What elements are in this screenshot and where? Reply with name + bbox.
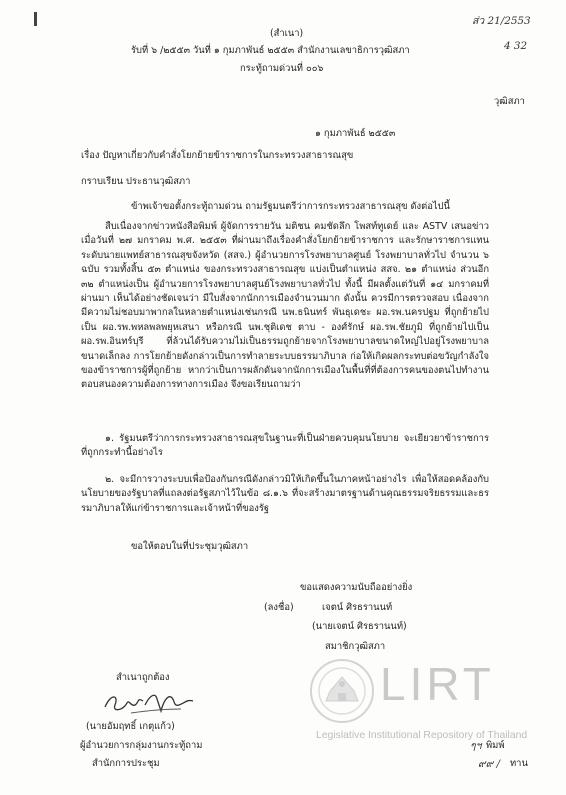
received-stamp-line: รับที่ ๖ /๒๕๕๓ วันที่ ๑ กุมภาพันธ์ ๒๕๕๓ สำนักงานเลขาธิการวุฒิสภา	[131, 45, 410, 56]
typist-initials-handwritten: ๆฯ	[470, 740, 482, 752]
senate-label: วุฒิสภา	[494, 96, 525, 107]
signed-label: (ลงชื่อ)	[264, 602, 294, 613]
parliament-seal-watermark-icon	[308, 657, 376, 725]
question-1	[81, 432, 489, 461]
checker-label: ทาน	[510, 758, 528, 769]
copy-label: (สำเนา)	[270, 28, 304, 39]
subject-line: เรื่อง ปัญหาเกี่ยวกับคำสั่งโยกย้ายข้าราชการในกระทรวงสาธารณสุข	[81, 150, 354, 161]
document-date: ๑ กุมภาพันธ์ ๒๕๕๓	[315, 128, 396, 139]
signed-name: เจตน์ ศิรธรานนท์	[322, 602, 393, 613]
question-number: กระทู้ถามด่วนที่ ๐๐๖	[240, 63, 324, 74]
lirt-watermark-subtitle: Legislative Institutional Repository of Thailand	[316, 730, 528, 741]
question-2-text: ๒. จะมีการวางระบบเพื่อป้องกันกรณีดังกล่าวมิให้เกิดขึ้นในภาคหน้าอย่างไร เพื่อให้สอดคล้องกับนโยบายของรัฐบาลที่แถลงต่อรัฐสภาไว้ในข้อ ๘.๑.๖ ที่จะสร้างมาตรฐานด้านคุณธรรมจริยธรรมและธรรมาภิบาลให้แก่ข้าราชการและเจ้าหน้าที่ของรัฐ	[81, 474, 489, 514]
certified-copy-label: สำเนาถูกต้อง	[116, 672, 170, 683]
salutation: กราบเรียน ประธานวุฒิสภา	[81, 176, 191, 187]
question-1-text: ๑. รัฐมนตรีว่าการกระทรวงสาธารณสุขในฐานะที่เป็นฝ่ายควบคุมนโยบาย จะเยียวยาข้าราชการที่ถูกกระทำนี้อย่างไร	[81, 433, 489, 459]
checker-initials-handwritten: ๙๙ /	[478, 758, 501, 770]
body-paragraph-text: สืบเนื่องจากข่าวหนังสือพิมพ์ ผู้จัดการรายวัน มติชน คมชัดลึก โพสท์ทูเดย์ และ ASTV เสนอข่าวเมื่อวันที่ ๒๗ มกราคม พ.ศ. ๒๕๕๓ ที่ผ่านมาถึงเรื่องคำสั่งโยกย้ายข้าราชการ และรักษาราชการแทนระดับนายแพทย์สาธารณสุขจังหวัด (สสจ.) ผู้อำนวยการโรงพยาบาลศูนย์ โรงพยาบาลทั่วไป จำนวน ๖ ฉบับ รวมทั้งสิ้น ๕๓ ตำแหน่ง ของกระทรวงสาธารณสุข แบ่งเป็นตำแหน่ง สสจ. ๒๑ ตำแหน่ง ส่วนอีก ๓๒ ตำแหน่งเป็น ผู้อำนวยการโรงพยาบาลศูนย์โรงพยาบาลทั่วไป ทั้งนี้ มีผลตั้งแต่วันที่ ๑๔ มกราคมที่ผ่านมา เห็นได้อย่างชัดเจนว่า มีใบสั่งจากนักการเมืองจำนวนมาก ดังนั้น ควรมีการตรวจสอบ เนื่องจากมีความไม่ชอบมาพากลในหลายตำแหน่งเช่นกรณี นพ.ธนินทร์ พันธุเดชะ ผอ.รพ.นครปฐม ที่ถูกย้ายไปเป็น ผอ.รพ.พหลพลพยุหเสนา หรือกรณี นพ.ชุติเดช ตาบ - องศ์รักษ์ ผอ.รพ.ชัยภูมิ ที่ถูกย้ายไปเป็น ผอ.รพ.อินทร์บุรี ที่ล้วนได้รับความไม่เป็นธรรมถูกย้ายจากโรงพยาบาลขนาดใหญ่ไปอยู่โรงพยาบาลขนาดเล็กลง การโยกย้ายดังกล่าวเป็นการทำลายระบบธรรมาภิบาล ก่อให้เกิดผลกระทบต่อขวัญกำลังใจของข้าราชการผู้ที่ถูกย้าย หากว่าเป็นการผลักดันจากนักการเมืองในพื้นที่ที่ต้องการคนของตนไปทำงานตอบสนองความต้องการทางการเมือง จึงขอเรียนถามว่า	[81, 221, 489, 391]
typist-label: พิมพ์	[486, 740, 505, 751]
lirt-watermark-logo: LIRT	[380, 658, 495, 710]
closing-request: ขอให้ตอบในที่ประชุมวุฒิสภา	[131, 541, 249, 552]
intro-statement: ข้าพเจ้าขอตั้งกระทู้ถามด่วน ถามรัฐมนตรีว่าการกระทรวงสาธารณสุข ดังต่อไปนี้	[131, 201, 450, 212]
signer-name-parenthesized: (นายเจตน์ ศิรธรานนท์)	[312, 621, 407, 632]
corner-reference-handwritten: ส่ว 21/2553	[472, 15, 531, 27]
corner-page-handwritten: 4 32	[504, 40, 528, 52]
respect-closing: ขอแสดงความนับถืออย่างยิ่ง	[300, 582, 413, 593]
handwritten-signature	[101, 685, 209, 719]
body-paragraph	[81, 220, 489, 393]
certifier-office: สำนักการประชุม	[92, 758, 160, 769]
corner-bracket-mark	[34, 12, 37, 26]
certifier-name: (นายอัมฤทธิ์ เกตุแก้ว)	[86, 721, 175, 732]
question-2	[81, 473, 489, 516]
certifier-title: ผู้อำนวยการกลุ่มงานกระทู้ถาม	[80, 740, 203, 751]
signer-position: สมาชิกวุฒิสภา	[325, 641, 386, 652]
